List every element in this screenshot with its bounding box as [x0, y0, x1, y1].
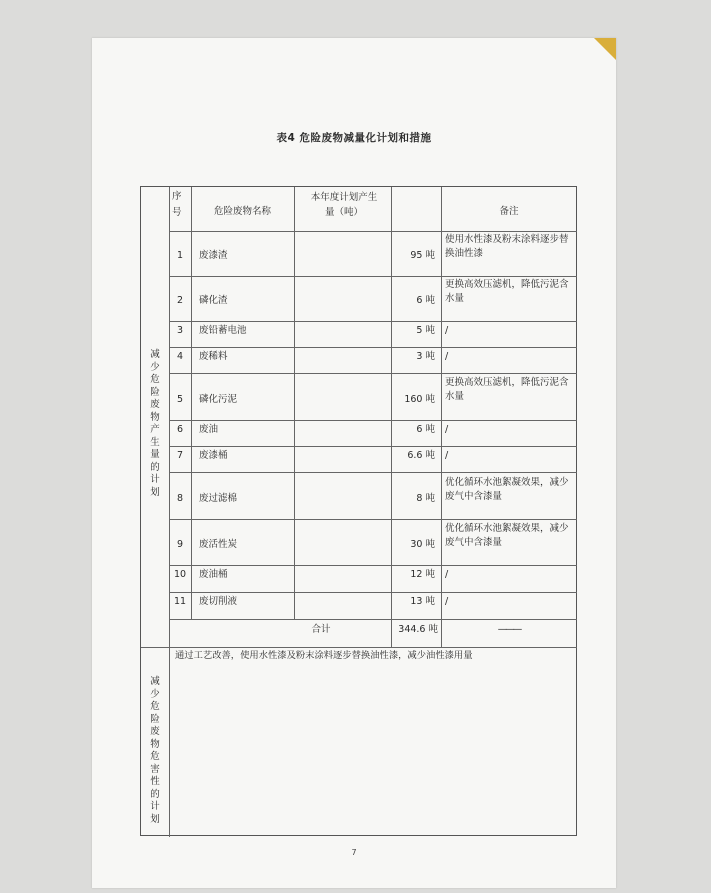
- row-4-amount: 3 吨: [416, 351, 435, 362]
- row-8-note: 优化循环水池絮凝效果，减少废气中含漆量: [445, 477, 569, 502]
- row-3-name: 废铅蓄电池: [199, 325, 247, 336]
- row-2-amount: 6 吨: [416, 295, 435, 306]
- row-1-seq: 1: [176, 250, 184, 261]
- row-10-amount: 12 吨: [410, 569, 435, 580]
- row-6-note: /: [445, 424, 449, 435]
- row-9-amount: 30 吨: [410, 539, 435, 550]
- header-note: 备注: [499, 206, 519, 217]
- row-9-name: 废活性炭: [199, 539, 238, 550]
- row-7-seq: 7: [176, 450, 184, 461]
- row-9-note: 优化循环水池絮凝效果，减少废气中含漆量: [445, 523, 569, 548]
- section1-label: 减少危险废物产生量的计划: [150, 349, 160, 498]
- row-10-name: 废油桶: [199, 569, 228, 580]
- row-7-note: /: [445, 450, 449, 461]
- waste-reduction-table: [140, 186, 577, 836]
- row-5-note: 更换高效压滤机，降低污泥含水量: [445, 377, 569, 402]
- section2-label: 减少危险废物危害性的计划: [150, 676, 160, 825]
- row-4-name: 废稀料: [199, 351, 228, 362]
- row-4-note: /: [445, 351, 449, 362]
- row-11-name: 废切削液: [199, 596, 238, 607]
- row-11-note: /: [445, 596, 449, 607]
- row-2-seq: 2: [176, 295, 184, 306]
- header-seq: 序号: [172, 191, 182, 218]
- row-10-seq: 10: [173, 569, 187, 580]
- row-2-note: 更换高效压滤机，降低污泥含水量: [445, 279, 569, 304]
- row-11-seq: 11: [173, 596, 187, 607]
- row-3-amount: 5 吨: [416, 325, 435, 336]
- row-3-seq: 3: [176, 325, 184, 336]
- row-11-amount: 13 吨: [410, 596, 435, 607]
- row-9-seq: 9: [176, 539, 184, 550]
- row-2-name: 磷化渣: [199, 295, 228, 306]
- row-1-name: 废漆渣: [199, 250, 228, 261]
- section2-text: 通过工艺改善，使用水性漆及粉末涂料逐步替换油性漆，减少油性漆用量: [175, 650, 473, 661]
- row-4-seq: 4: [176, 351, 184, 362]
- row-6-seq: 6: [176, 424, 184, 435]
- row-6-amount: 6 吨: [416, 424, 435, 435]
- header-amount: 本年度计划产生量（吨）: [310, 192, 378, 218]
- document-page: [92, 38, 616, 888]
- row-3-note: /: [445, 325, 449, 336]
- row-8-seq: 8: [176, 493, 184, 504]
- table-title: 表4 危险废物减量化计划和措施: [276, 132, 432, 144]
- row-5-name: 磷化污泥: [199, 394, 238, 405]
- row-1-amount: 95 吨: [410, 250, 435, 261]
- row-10-note: /: [445, 569, 449, 580]
- row-5-seq: 5: [176, 394, 184, 405]
- total-label: 合计: [311, 624, 331, 635]
- row-7-name: 废漆桶: [199, 450, 228, 461]
- page-corner-tab: [594, 38, 616, 60]
- row-8-amount: 8 吨: [416, 493, 435, 504]
- row-6-name: 废油: [199, 424, 219, 435]
- total-amount: 344.6 吨: [398, 624, 438, 635]
- total-note: ———: [497, 624, 521, 635]
- row-8-name: 废过滤棉: [199, 493, 238, 504]
- page-number: 7: [351, 848, 357, 857]
- row-7-amount: 6.6 吨: [407, 450, 435, 461]
- header-name: 危险废物名称: [213, 206, 271, 217]
- row-1-note: 使用水性漆及粉末涂料逐步替换油性漆: [445, 234, 569, 259]
- row-5-amount: 160 吨: [404, 394, 435, 405]
